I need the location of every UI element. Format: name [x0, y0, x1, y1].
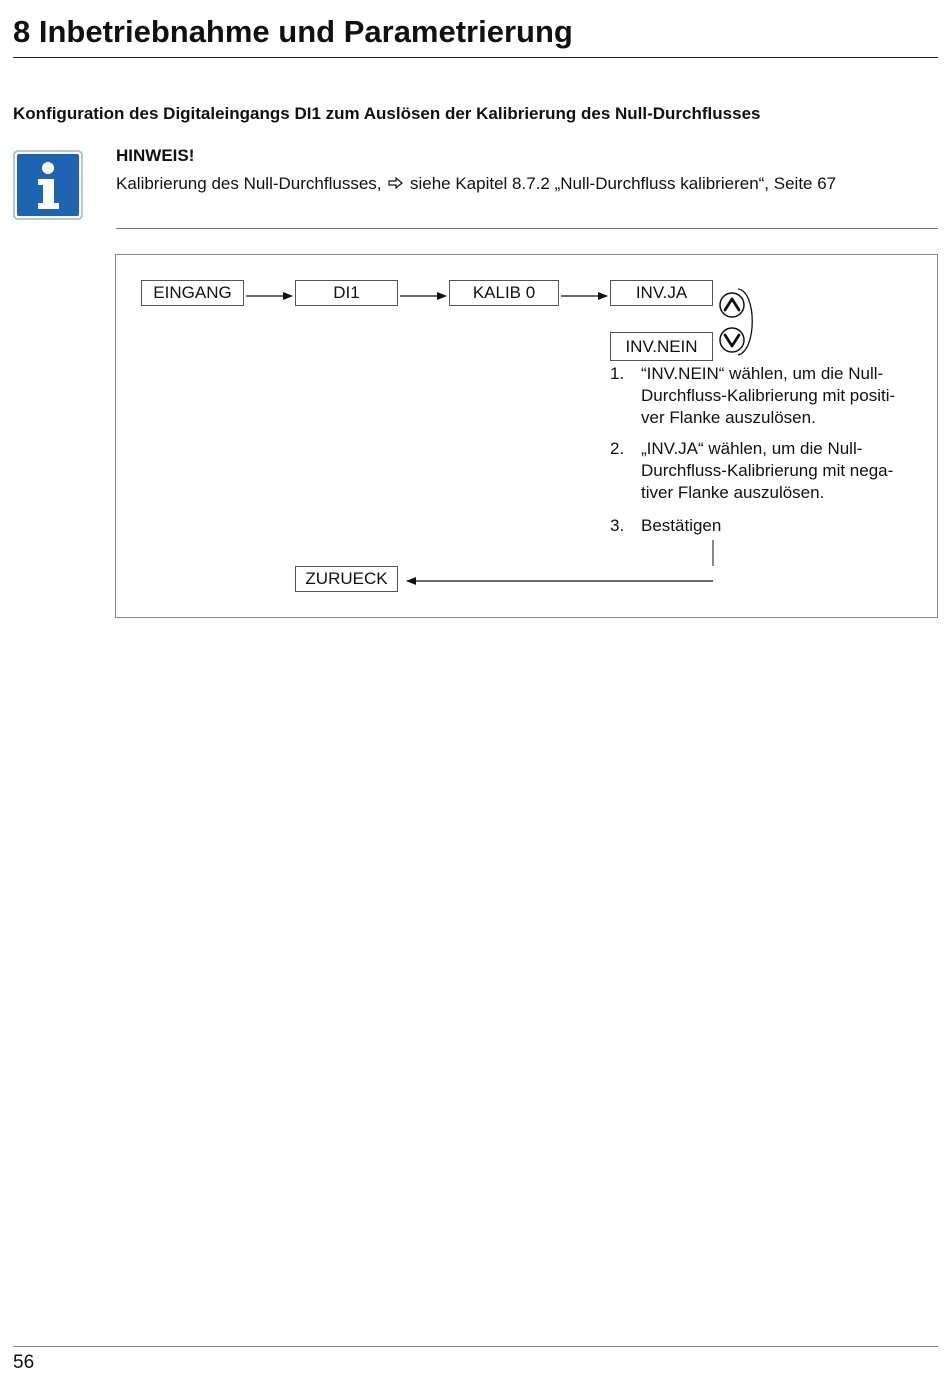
menu-box-inv-ja: INV.JA — [610, 280, 713, 306]
step-number: 1. — [610, 364, 625, 383]
step-number: 2. — [610, 439, 625, 458]
note-divider — [116, 228, 938, 229]
step-text: “INV.NEIN“ wählen, um die Null-Durchfluss-Kalibrierung mit positi-ver Flanke auszulösen. — [641, 364, 896, 427]
step-item — [610, 515, 916, 537]
step-text: Bestätigen — [641, 516, 722, 535]
info-icon — [13, 150, 83, 220]
step-item — [610, 438, 916, 504]
page-number: 56 — [13, 1352, 35, 1373]
note-text — [116, 174, 836, 194]
step-item — [610, 363, 916, 429]
menu-diagram-frame — [115, 254, 938, 618]
footer-divider — [13, 1346, 938, 1347]
step-text: „INV.JA“ wählen, um die Null-Durchfluss-Kalibrierung mit nega-tiver Flanke auszulösen. — [641, 439, 894, 502]
chapter-title: 8 Inbetriebnahme und Parametrierung — [13, 14, 573, 49]
step-number: 3. — [610, 516, 625, 535]
note-reference: siehe Kapitel 8.7.2 „Null-Durchfluss kalibrieren“, Seite 67 — [409, 174, 837, 193]
menu-box-inv-nein: INV.NEIN — [610, 332, 713, 361]
note-title: HINWEIS! — [116, 146, 195, 165]
note-text-before: Kalibrierung des Null-Durchflusses, — [116, 174, 382, 193]
menu-box-eingang: EINGANG — [141, 280, 244, 306]
section-heading: Konfiguration des Digitaleingangs DI1 zum Auslösen der Kalibrierung des Null-Durchflusses — [13, 104, 761, 123]
menu-box-di1: DI1 — [295, 280, 398, 306]
title-divider — [13, 57, 938, 58]
menu-box-zurueck: ZURUECK — [295, 566, 398, 592]
menu-box-kalib: KALIB 0 — [449, 280, 559, 306]
arrow-right-icon — [388, 177, 403, 189]
